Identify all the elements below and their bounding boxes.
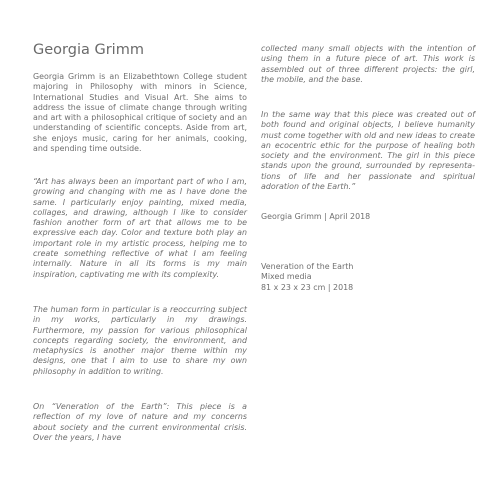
- artwork-title: Veneration of the Earth: [261, 262, 354, 271]
- artist-statement-paragraph-4: collected many small objects with the intention of using them in a future piece of art. This work is assembled out of three different projects: the girl, the mobile, and the base.: [261, 44, 475, 84]
- artist-statement-paragraph-3: On “Veneration of the Earth”: This piece is a reflection of my love of nature and my concerns about society and the current environmental crisis. Over the years, I have: [33, 402, 247, 442]
- artwork-medium: Mixed media: [261, 272, 312, 282]
- artwork-details: 81 x 23 x 23 cm | 2018: [261, 282, 354, 292]
- artist-statement-paragraph-1: “Art has always been an important part of who I am, growing and changing with me as I have done the same. I particularly enjoy painting, mixed media, collages, and drawing, although I like to consider fashion another form of art that allows me to be expressive each day. Color and texture both play an important role in my artistic process, helping me to create something reflective of what I am feeling internally. Nature in all its forms is my main inspiration, captivating me with its complexity.: [33, 177, 247, 279]
- artist-statement-paragraph-2: The human form in particular is a reoccurring subject in my works, particularly in my drawings. Furthermore, my passion for various philosophical concepts regarding society, the environment, and metaphysics is another major theme within my designs, one that I aim to use to share my own philosophy in addition to writing.: [33, 305, 247, 376]
- artist-statement-paragraph-5: In the same way that this piece was created out of both found and original objects, I believe humanity must come together with old and new ideas to create an ecocentric ethic for the purpose of healing both society and the environment. The girl in this piece stands upon the ground, surrounded by representa-tions of life and her passionate and spiritual adoration of the Earth.”: [261, 110, 475, 192]
- artwork-caption: [261, 262, 475, 293]
- artist-bio-paragraph: Georgia Grimm is an Elizabethtown College student majoring in Philosophy with minors in Science, International Studies and Visual Art. She aims to address the issue of climate change through writing and art with a philosophical critique of society and an understanding of scientific concepts. Aside from art, she enjoys music, caring for her animals, cooking, and spending time outside.: [33, 72, 247, 154]
- attribution-line: Georgia Grimm | April 2018: [261, 212, 371, 221]
- artist-name-heading: Georgia Grimm: [33, 42, 144, 58]
